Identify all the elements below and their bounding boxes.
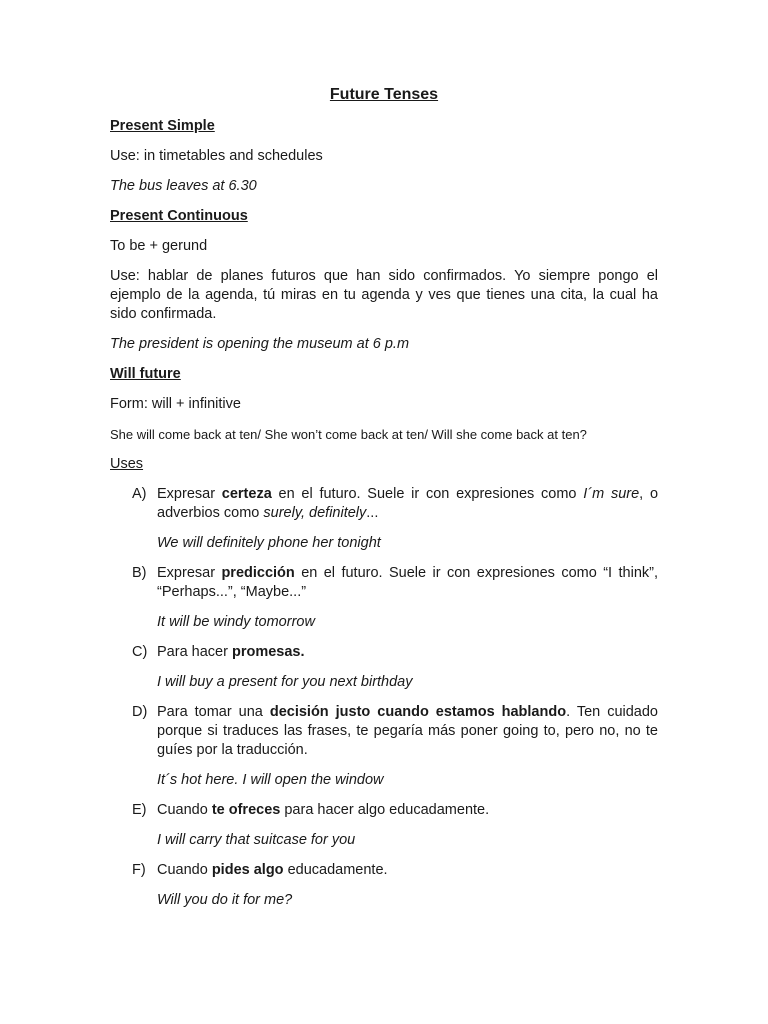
use-text: Cuando: [157, 802, 212, 818]
use-text: Expresar: [157, 565, 222, 581]
use-item-text: [157, 703, 658, 760]
present-continuous-form: To be + gerund: [110, 238, 208, 254]
use-item-text: [157, 801, 658, 820]
use-item-example: It´s hot here. I will open the window: [157, 772, 384, 788]
use-text: . Ten cuidado porque si traduces las frases, te pegaría más poner going to, pero no, no te guíes por la traducción.: [157, 704, 658, 758]
heading-present-simple: Present Simple: [110, 118, 215, 134]
use-keyword: decisión justo cuando estamos hablando: [269, 704, 567, 720]
use-item-e: [110, 801, 658, 850]
use-item-text: [157, 861, 658, 880]
use-text: ...: [366, 505, 379, 521]
use-text: Para tomar una: [157, 704, 270, 720]
use-item-f: [110, 861, 658, 910]
use-item-example: I will buy a present for you next birthday: [157, 674, 413, 690]
use-item-marker: D): [132, 704, 148, 720]
use-text: para hacer algo educadamente.: [280, 802, 490, 818]
use-text: Para hacer: [157, 644, 232, 660]
use-item-example: It will be windy tomorrow: [157, 614, 315, 630]
heading-present-continuous: Present Continuous: [110, 208, 248, 224]
use-item-text: [157, 643, 658, 662]
use-text: en el futuro. Suele ir con expresiones como: [271, 486, 584, 502]
use-item-marker: F): [132, 862, 146, 878]
use-italic-text: surely, definitely: [263, 505, 367, 521]
use-text: Expresar: [157, 486, 222, 502]
present-simple-use: Use: in timetables and schedules: [110, 148, 323, 164]
use-item-marker: E): [132, 802, 147, 818]
use-item-b: [110, 564, 658, 632]
use-text: educadamente.: [283, 862, 388, 878]
use-item-example: Will you do it for me?: [157, 892, 293, 908]
present-continuous-use: Use: hablar de planes futuros que han sido confirmados. Yo siempre pongo el ejemplo de la agenda, tú miras en tu agenda y ves que tienes una cita, la cual ha sido confirmada.: [110, 268, 658, 322]
use-text: , o adverbios como: [157, 486, 659, 521]
use-keyword: te ofreces: [211, 802, 281, 818]
uses-label: Uses: [110, 456, 144, 472]
present-simple-example: The bus leaves at 6.30: [110, 178, 257, 194]
will-future-form: Form: will + infinitive: [110, 396, 241, 412]
use-keyword: pides algo: [211, 862, 284, 878]
use-italic-text: I´m sure: [583, 486, 640, 502]
use-text: Cuando: [157, 862, 212, 878]
document-content: [110, 86, 658, 921]
use-item-text: [157, 485, 658, 523]
use-item-c: [110, 643, 658, 692]
will-future-forms-example: She will come back at ten/ She won’t come back at ten/ Will she come back at ten?: [110, 427, 587, 442]
use-item-a: [110, 485, 658, 553]
use-item-text: [157, 564, 658, 602]
use-keyword: predicción: [221, 565, 295, 581]
heading-will-future: Will future: [110, 366, 181, 382]
use-item-example: I will carry that suitcase for you: [157, 832, 356, 848]
present-continuous-example: The president is opening the museum at 6 p.m: [110, 336, 410, 352]
use-item-d: [110, 703, 658, 790]
document-title: Future Tenses: [329, 86, 439, 103]
use-text: en el futuro. Suele ir con expresiones como “I think”, “Perhaps...”, “Maybe...”: [157, 565, 658, 600]
use-item-marker: C): [132, 644, 148, 660]
use-item-example: We will definitely phone her tonight: [157, 535, 381, 551]
use-item-marker: B): [132, 565, 147, 581]
use-keyword: promesas.: [231, 644, 305, 660]
use-item-marker: A): [132, 486, 147, 502]
use-keyword: certeza: [221, 486, 272, 502]
